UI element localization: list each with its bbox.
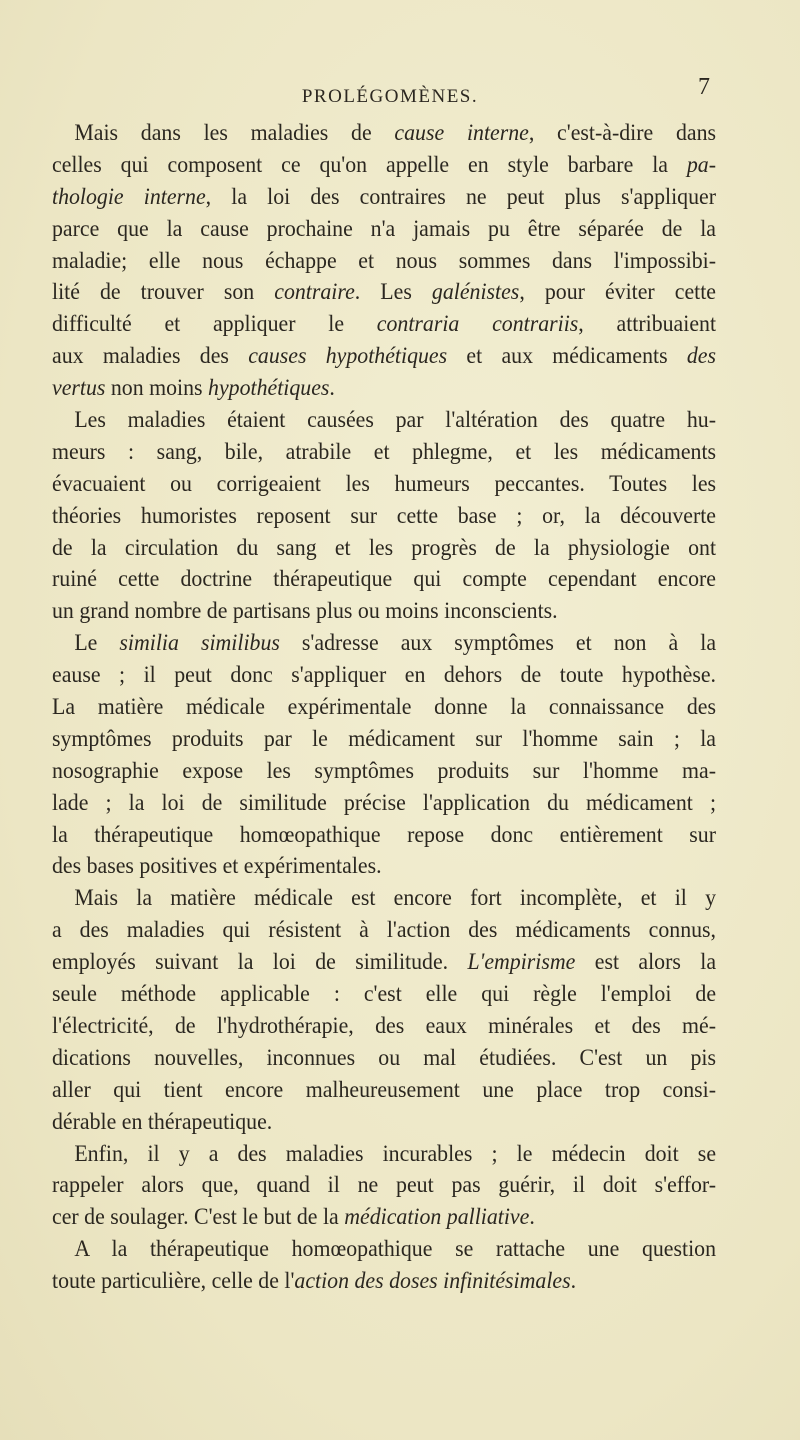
text-line [52,788,716,820]
text-run: nosographie expose les symptômes produits sur l'homme ma- [52,757,717,784]
text-line [52,979,716,1011]
text-run: , attribuaient [578,311,717,338]
italic-text: L'empirisme [467,949,576,976]
text-line [52,628,716,660]
text-run: parce que la cause prochaine n'a jamais pu être séparée de la [52,215,717,242]
text-run: de la circulation du sang et les progrès de la physiologie ont [52,534,717,561]
text-line [52,820,716,852]
text-run: et aux médicaments [447,343,687,370]
text-line [52,533,716,565]
text-run: maladie; elle nous échappe et nous sommes dans l'impossibi- [52,247,717,274]
italic-text: vertus [52,375,106,402]
italic-text: des [686,343,717,370]
text-run: lade ; la loi de similitude précise l'application du médicament ; [52,789,717,816]
text-run: des bases positives et expérimentales. [52,853,382,880]
italic-text: cause interne [394,120,529,146]
text-line [52,1234,716,1266]
text-run: rappeler alors que, quand il ne peut pas guérir, il doit s'effor- [52,1172,717,1199]
text-line [52,1075,716,1107]
text-run: employés suivant la loi de similitude. [52,949,468,976]
text-run: Le [74,630,120,657]
text-line [52,596,716,628]
italic-text: action des doses infinitésimales [294,1268,571,1295]
text-line [52,246,716,278]
text-run: , c'est-à-dire dans [528,120,717,146]
text-run: non moins [105,375,209,402]
text-run: s'adresse aux symptômes et non à la [279,630,717,657]
text-line [52,469,716,501]
text-line [52,851,716,883]
text-line [52,405,716,437]
italic-text: contraire [274,279,355,306]
text-line [52,756,716,788]
text-run: dications nouvelles, inconnues ou mal étudiées. C'est un pis [52,1044,717,1071]
text-run: , la loi des contraires ne peut plus s'appliquer [205,183,717,210]
text-line [52,692,716,724]
italic-text: similia similibus [119,630,280,657]
text-run: toute particulière, celle de l' [52,1268,295,1295]
text-line [52,947,716,979]
text-run: difficulté et appliquer le [52,311,377,338]
body-text [52,118,716,1298]
text-run: seule méthode applicable : c'est elle qui règle l'emploi de [52,981,717,1008]
text-run: Enfin, il y a des maladies incurables ; le médecin doit se [74,1140,717,1167]
italic-text: thologie interne [52,183,206,210]
text-run: . [529,1204,535,1231]
text-run: l'électricité, de l'hydrothérapie, des eaux minérales et des mé- [52,1012,717,1039]
text-line [52,277,716,309]
text-run: a des maladies qui résistent à l'action des médicaments connus, [52,917,717,944]
text-run: théories humoristes reposent sur cette base ; or, la découverte [52,502,717,529]
text-line [52,437,716,469]
text-line [52,341,716,373]
text-run: ruiné cette doctrine thérapeutique qui compte cependant encore [52,566,717,593]
text-line [52,724,716,756]
text-line [52,1139,716,1171]
italic-text: hypothétiques [208,375,330,402]
text-run: évacuaient ou corrigeaient les humeurs peccantes. Toutes les [52,470,717,497]
italic-text: médication palliative [344,1204,530,1231]
text-run: la thérapeutique homœopathique repose donc entièrement sur [52,821,717,848]
italic-text: causes hypothétiques [248,343,448,370]
text-line [52,1170,716,1202]
text-line [52,373,716,405]
text-line [52,660,716,692]
text-line [52,1107,716,1139]
text-run: A la thérapeutique homœopathique se rattache une question [74,1236,717,1263]
text-run: Les maladies étaient causées par l'altération des quatre hu- [74,407,717,434]
text-run: lité de trouver son [52,279,275,306]
text-run: . [329,375,335,402]
text-line [52,150,716,182]
text-line [52,309,716,341]
text-line [52,564,716,596]
text-line [52,1011,716,1043]
text-run: meurs : sang, bile, atrabile et phlegme, et les médicaments [52,438,717,465]
text-run: un grand nombre de partisans plus ou moins inconscients. [52,598,558,625]
text-line [52,1266,716,1298]
italic-text: contraria contrariis [376,311,579,338]
page-number: 7 [698,74,710,100]
italic-text: pa- [686,151,717,178]
running-title: PROLÉGOMÈNES. [301,86,479,107]
text-run: cer de soulager. C'est le but de la [52,1204,345,1231]
text-line [52,915,716,947]
text-run: aux maladies des [52,343,249,370]
text-run: , pour éviter cette [519,279,717,306]
text-run: . [570,1268,577,1295]
text-line [52,118,716,150]
text-run: . Les [354,279,432,306]
text-run: eause ; il peut donc s'appliquer en dehors de toute hypothèse. [52,662,717,689]
text-run: aller qui tient encore malheureusement une place trop consi- [52,1076,717,1103]
text-line [52,1202,716,1234]
italic-text: galénistes [431,279,520,306]
text-run: La matière médicale expérimentale donne la connaissance des [52,694,717,721]
text-run: symptômes produits par le médicament sur l'homme sain ; la [52,725,717,752]
text-run: celles qui composent ce qu'on appelle en style barbare la [52,151,687,178]
text-run: dérable en thérapeutique. [52,1108,273,1135]
text-line [52,501,716,533]
text-run: est alors la [575,949,717,976]
text-line [52,182,716,214]
text-run: Mais dans les maladies de [74,120,395,146]
text-line [52,214,716,246]
text-run: Mais la matière médicale est encore fort incomplète, et il y [74,885,717,912]
text-line [52,1043,716,1075]
text-line [52,883,716,915]
